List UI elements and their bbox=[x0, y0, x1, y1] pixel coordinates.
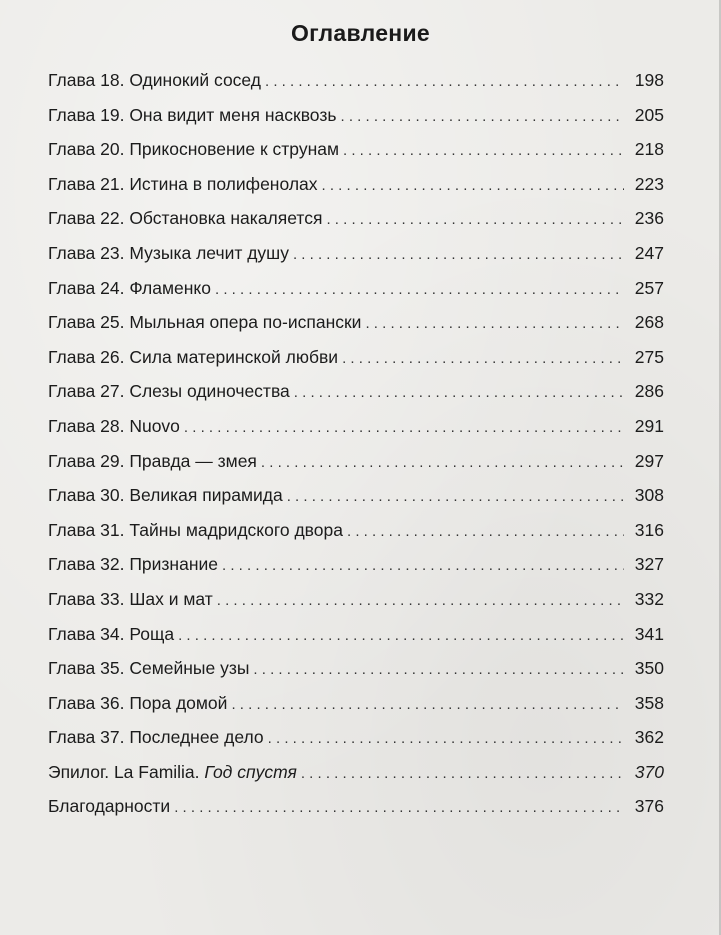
toc-entry bbox=[48, 451, 664, 486]
dot-leader bbox=[343, 142, 624, 159]
toc-entry bbox=[48, 658, 664, 693]
toc-entry bbox=[48, 70, 664, 105]
toc-entry-page: 316 bbox=[634, 519, 664, 540]
toc-entry-page: 291 bbox=[634, 415, 664, 436]
toc-entry-page: 286 bbox=[634, 381, 664, 402]
dot-leader bbox=[340, 108, 624, 125]
dot-leader bbox=[268, 730, 624, 747]
toc-entry-page: 247 bbox=[634, 242, 664, 263]
dot-leader bbox=[287, 488, 624, 505]
toc-entry-page: 223 bbox=[634, 173, 664, 194]
toc-entry-title: Глава 34. Роща bbox=[48, 623, 175, 644]
toc-entry bbox=[48, 589, 664, 624]
toc-entry-title: Глава 19. Она видит меня насквозь bbox=[48, 104, 337, 125]
toc-entry bbox=[48, 520, 664, 555]
toc-entry-title: Глава 18. Одинокий сосед bbox=[48, 70, 261, 90]
dot-leader bbox=[174, 799, 624, 816]
page-title: Оглавление bbox=[290, 20, 431, 46]
toc-entry bbox=[48, 174, 664, 209]
table-of-contents bbox=[48, 70, 664, 831]
toc-entry-page: 268 bbox=[634, 312, 664, 333]
dot-leader bbox=[184, 419, 624, 436]
dot-leader bbox=[293, 246, 624, 263]
epilogue-title: Эпилог. La Familia. bbox=[48, 761, 200, 782]
toc-entry bbox=[48, 347, 664, 382]
dot-leader bbox=[326, 211, 624, 228]
dot-leader bbox=[217, 592, 624, 609]
toc-entry-title bbox=[48, 762, 297, 783]
toc-entry bbox=[48, 208, 664, 243]
dot-leader bbox=[301, 765, 624, 782]
toc-entry-page: 218 bbox=[634, 139, 664, 160]
toc-entry-page: 350 bbox=[634, 658, 664, 679]
dot-leader bbox=[365, 315, 624, 332]
dot-leader bbox=[222, 557, 624, 574]
toc-entry bbox=[48, 727, 664, 762]
toc-entry bbox=[48, 554, 664, 589]
toc-entry-page: 376 bbox=[634, 796, 664, 817]
toc-entry-title: Глава 27. Слезы одиночества bbox=[48, 381, 290, 402]
toc-entry-title: Глава 22. Обстановка накаляется bbox=[48, 208, 323, 229]
toc-entry-page: 358 bbox=[634, 692, 664, 713]
dot-leader bbox=[261, 454, 624, 471]
dot-leader bbox=[253, 661, 624, 678]
toc-entry-title: Глава 36. Пора домой bbox=[48, 692, 228, 713]
toc-entry-page: 341 bbox=[634, 623, 664, 644]
toc-entry-title: Глава 31. Тайны мадридского двора bbox=[48, 519, 343, 540]
toc-entry bbox=[48, 278, 664, 313]
dot-leader bbox=[265, 73, 624, 90]
toc-entry bbox=[48, 693, 664, 728]
dot-leader bbox=[322, 177, 624, 194]
toc-entry-page: 236 bbox=[634, 208, 664, 229]
toc-entry-title: Глава 30. Великая пирамида bbox=[48, 485, 283, 506]
toc-entry-title: Глава 37. Последнее дело bbox=[48, 727, 264, 748]
toc-entry-title: Глава 32. Признание bbox=[48, 554, 219, 575]
dot-leader bbox=[347, 523, 624, 540]
toc-entry-title: Глава 28. Nuovo bbox=[48, 415, 180, 436]
toc-entry-title: Глава 26. Сила материнской любви bbox=[48, 346, 339, 367]
toc-entry bbox=[48, 624, 664, 659]
toc-entry-acknowledgements bbox=[48, 796, 664, 831]
toc-entry-title: Глава 21. Истина в полифенолах bbox=[48, 173, 318, 194]
epilogue-subtitle: Год спустя bbox=[204, 761, 297, 782]
toc-entry-title: Глава 20. Прикосновение к струнам bbox=[48, 139, 340, 160]
toc-entry-title: Благодарности bbox=[48, 796, 171, 817]
dot-leader bbox=[231, 696, 624, 713]
toc-entry-epilogue bbox=[48, 762, 664, 797]
toc-entry-title: Глава 25. Мыльная опера по-испански bbox=[48, 312, 362, 333]
dot-leader bbox=[178, 627, 624, 644]
toc-entry-page: 257 bbox=[634, 277, 664, 298]
toc-entry bbox=[48, 105, 664, 140]
toc-entry-title: Глава 33. Шах и мат bbox=[48, 588, 213, 609]
toc-entry bbox=[48, 485, 664, 520]
toc-entry-page: 297 bbox=[634, 450, 664, 471]
toc-entry-page: 198 bbox=[634, 70, 664, 90]
toc-entry-title: Глава 35. Семейные узы bbox=[48, 658, 250, 679]
toc-entry-title: Глава 23. Музыка лечит душу bbox=[48, 242, 289, 263]
toc-entry-title: Глава 29. Правда — змея bbox=[48, 450, 257, 471]
toc-entry-page: 205 bbox=[634, 104, 664, 125]
dot-leader bbox=[215, 281, 624, 298]
toc-entry-page: 332 bbox=[634, 588, 664, 609]
toc-entry-page: 275 bbox=[634, 346, 664, 367]
dot-leader bbox=[342, 350, 624, 367]
toc-entry bbox=[48, 139, 664, 174]
toc-entry-page: 362 bbox=[634, 727, 664, 748]
toc-entry-page: 370 bbox=[634, 761, 664, 782]
toc-entry bbox=[48, 381, 664, 416]
toc-entry bbox=[48, 312, 664, 347]
toc-entry bbox=[48, 416, 664, 451]
dot-leader bbox=[294, 384, 624, 401]
toc-entry-title: Глава 24. Фламенко bbox=[48, 277, 212, 298]
toc-entry bbox=[48, 243, 664, 278]
toc-entry-page: 308 bbox=[634, 485, 664, 506]
toc-entry-page: 327 bbox=[634, 554, 664, 575]
